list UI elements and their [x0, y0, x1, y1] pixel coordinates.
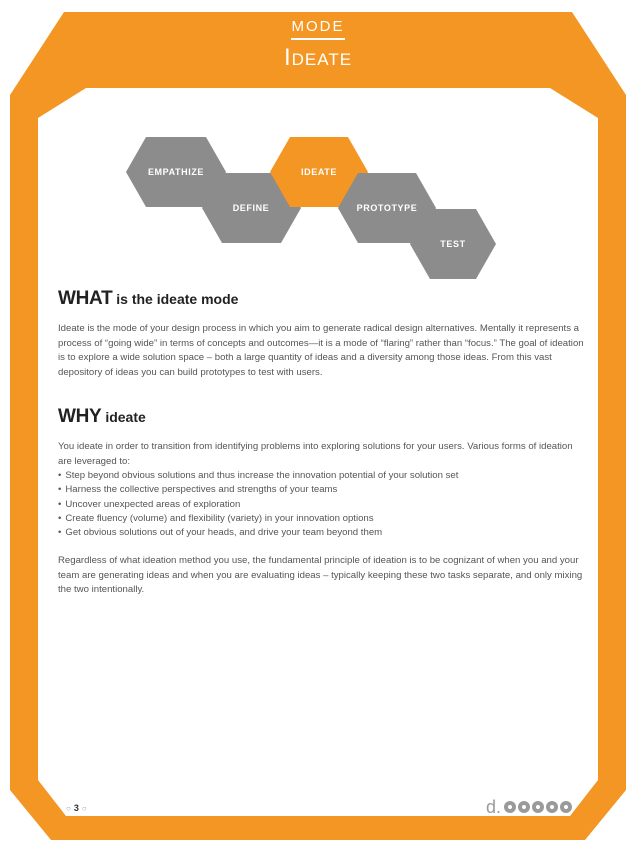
hexagon-label: IDEATE	[301, 167, 337, 177]
list-item: • Step beyond obvious solutions and thus increase the innovation potential of your solution set	[58, 469, 586, 483]
why-intro: You ideate in order to transition from identifying problems into exploring solutions for your users. Various forms of ideation are leveraged to:	[58, 441, 573, 467]
list-item: • Harness the collective perspectives and strengths of your teams	[58, 483, 586, 497]
what-heading	[58, 288, 586, 310]
hexagon-label: PROTOTYPE	[356, 203, 418, 213]
why-bullet-list	[58, 469, 586, 540]
list-item: • Get obvious solutions out of your heads, and drive your team beyond them	[58, 526, 586, 540]
why-closing: Regardless of what ideation method you use, the fundamental principle of ideation is to be cognizant of when you and your team are generating ideas and when you are evaluating ideas – typically keeping these two tasks separate, and only mixing the two intentionally.	[58, 555, 583, 596]
hexagon-label: TEST	[440, 239, 466, 249]
what-heading-sub: is the ideate mode	[112, 291, 239, 307]
list-item: • Create fluency (volume) and flexibility (variety) in your innovation options	[58, 512, 586, 526]
list-item: • Uncover unexpected areas of exploration	[58, 498, 586, 512]
mode-label: MODE	[291, 18, 345, 35]
hexagon-label: EMPATHIZE	[147, 167, 205, 177]
logo-text: d.	[486, 797, 502, 817]
why-heading-sub: ideate	[101, 409, 146, 425]
what-heading-main: WHAT	[58, 288, 113, 309]
dschool-logo	[486, 796, 582, 818]
page-number-value: 3	[73, 803, 79, 813]
hexagon-label: DEFINE	[232, 203, 270, 213]
page-number-right-dot: ○	[81, 804, 87, 813]
page-number-left-dot: ○	[66, 804, 71, 813]
why-heading	[58, 406, 586, 428]
what-body: Ideate is the mode of your design process in which you aim to generate radical design alternatives. Mentally it represents a process of “going wide” in terms of concepts and outcomes—it is a mode of “flaring” rather than “focus.” The goal of ideation is to explore a wide solution space – both a large quantity of ideas and a diversity among those ideas. From this vast depository of ideas you can build prototypes to test with users.	[58, 323, 584, 378]
mode-title: Ideate	[283, 44, 353, 71]
why-heading-main: WHY	[58, 406, 102, 427]
process-diagram	[0, 0, 636, 300]
main-content	[58, 288, 586, 598]
page-number	[66, 803, 87, 813]
